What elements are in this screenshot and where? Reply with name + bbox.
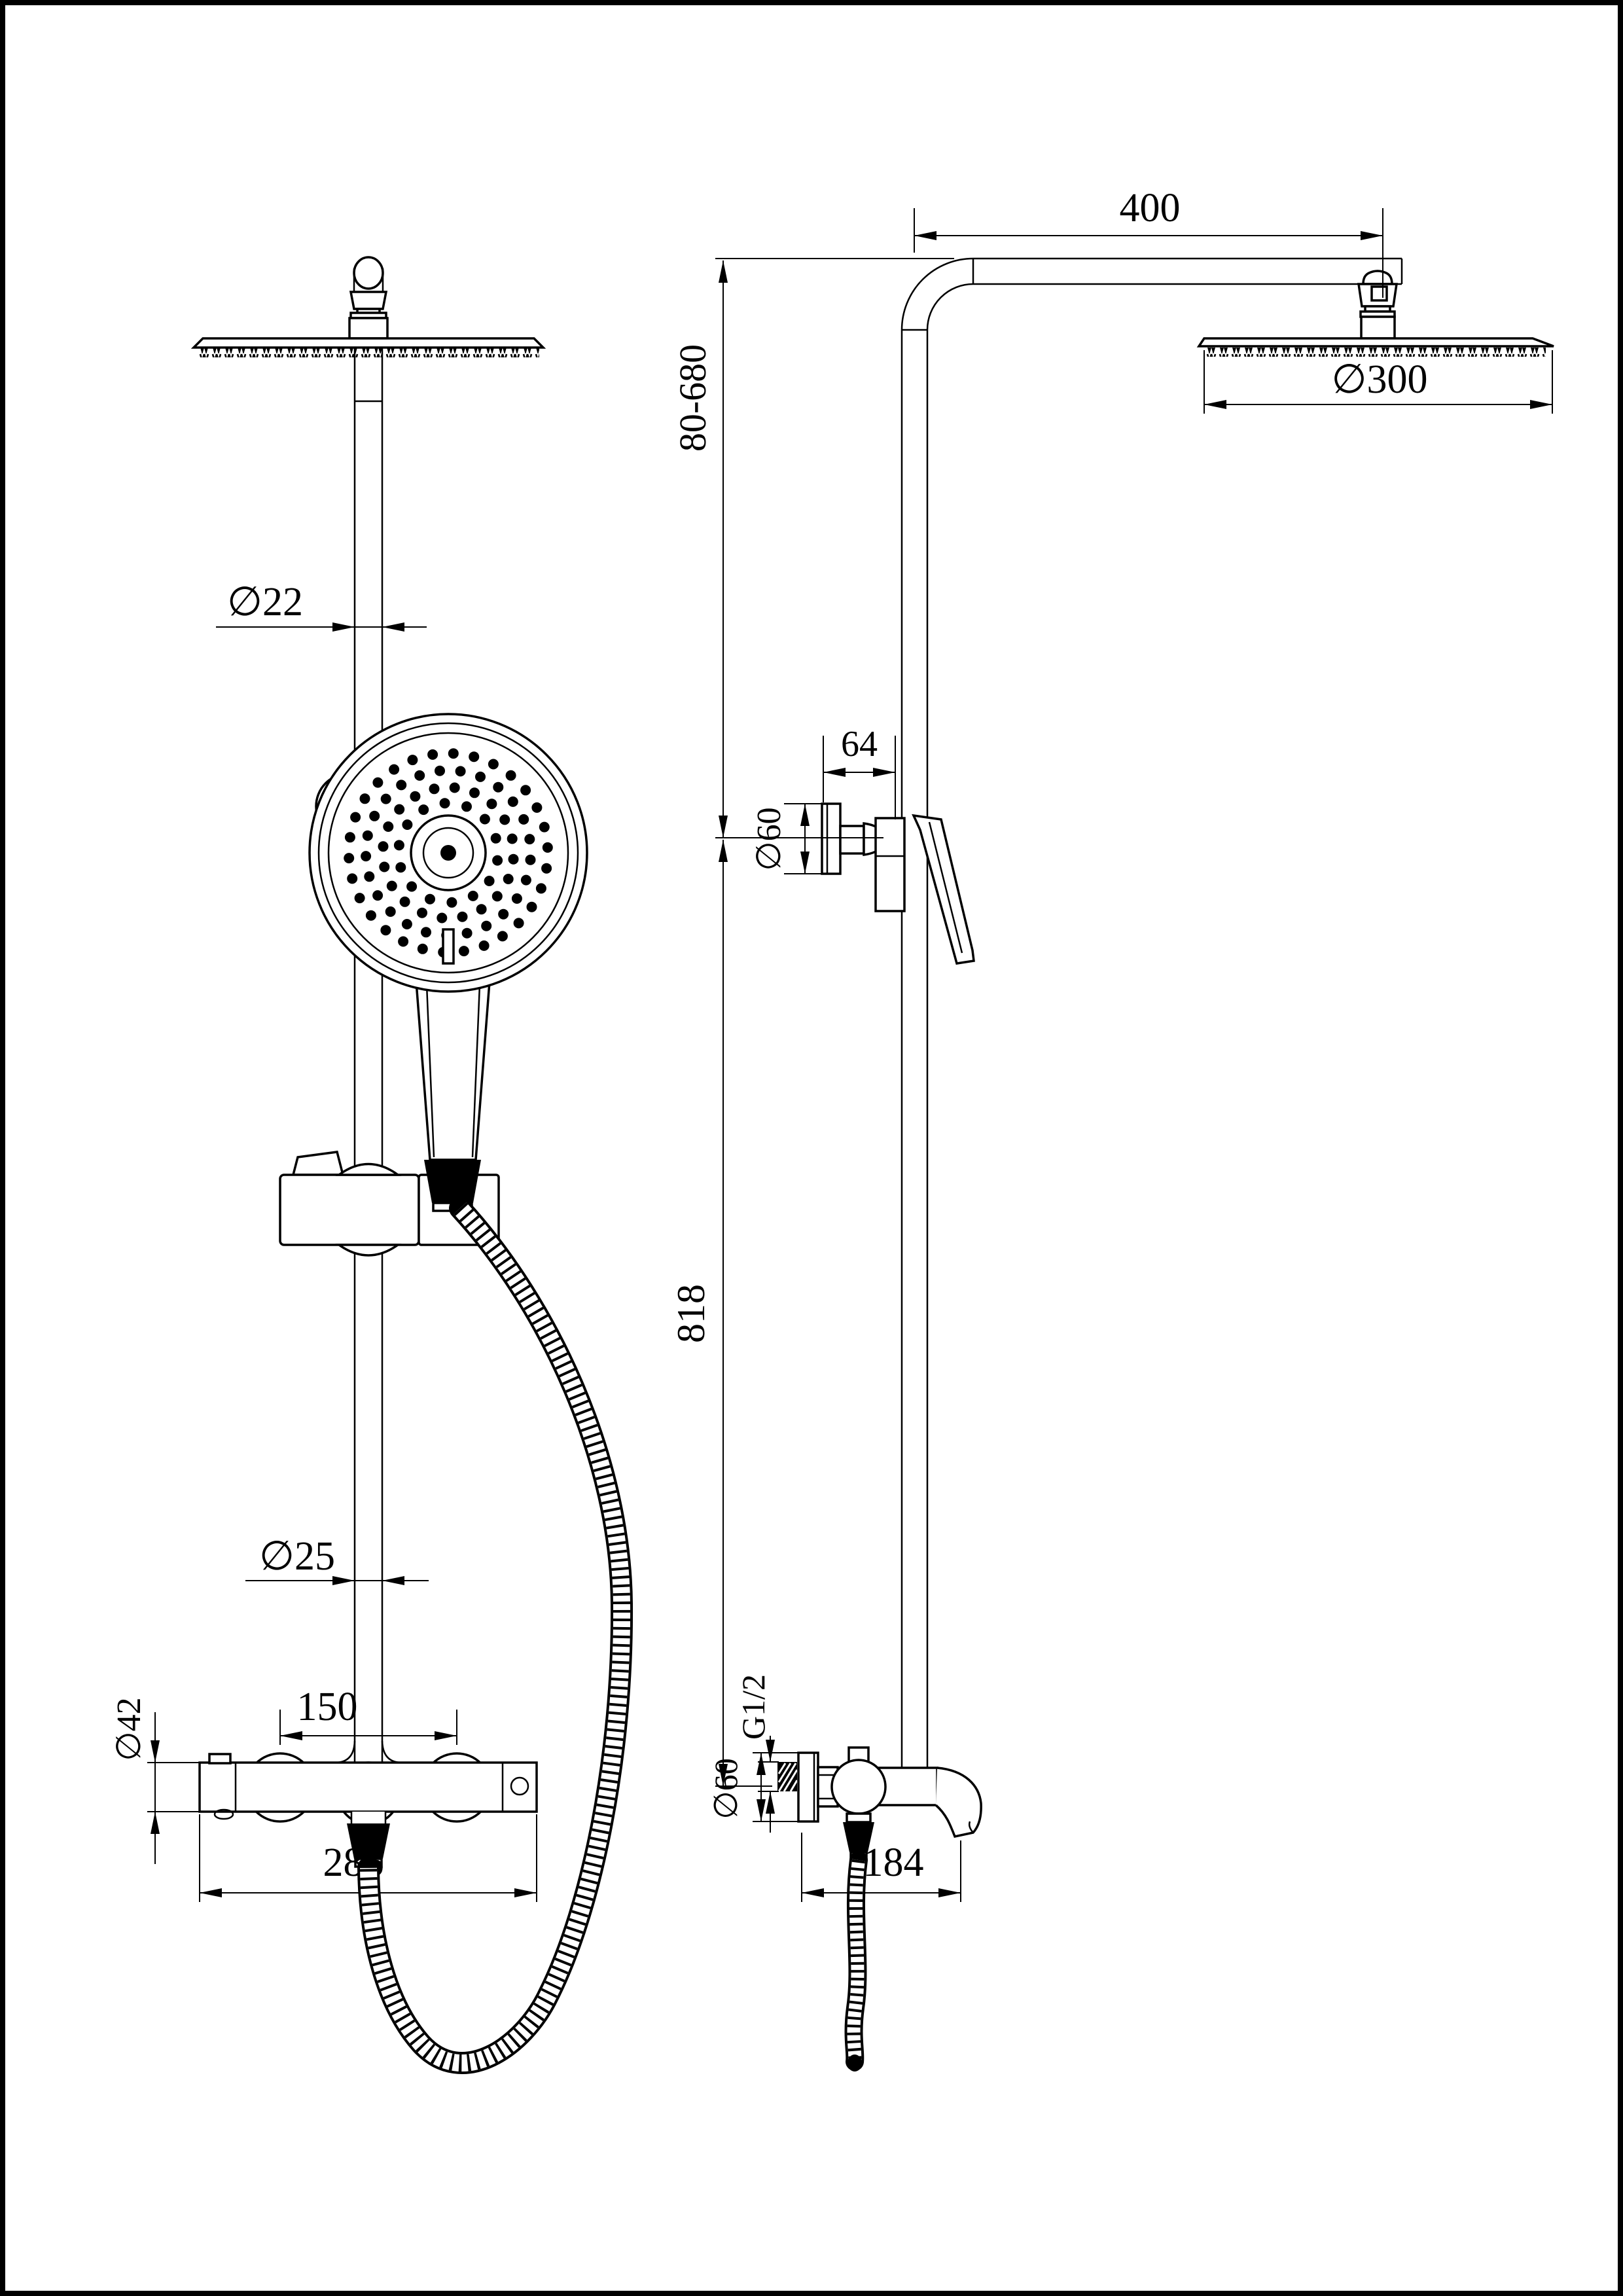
dim-spout-reach (802, 1833, 961, 1902)
dim-valve-body-diameter (111, 1697, 201, 1864)
safety-button (209, 1754, 230, 1763)
dim-label-d22: ∅22 (227, 580, 304, 624)
shower-hose-front (368, 1208, 622, 2063)
ball-joint-front (349, 257, 387, 338)
hose-nut (424, 1160, 481, 1203)
dim-label-184: 184 (863, 1840, 924, 1885)
nozzle-teeth-side (1205, 348, 1546, 357)
dim-riser-upper-diameter (216, 580, 427, 632)
dim-label-d60-holder: ∅60 (751, 807, 788, 871)
handle-side (914, 816, 974, 963)
dim-arm-length (914, 186, 1383, 298)
dim-riser-length (669, 840, 772, 1786)
dim-label-80-680: 80-680 (671, 344, 714, 452)
shower-hose-side (847, 1860, 862, 2072)
pipe-flare (335, 1741, 402, 1763)
dim-label-d300: ∅300 (1331, 357, 1428, 402)
dim-label-400: 400 (1119, 186, 1181, 230)
mode-lever (443, 929, 454, 963)
dim-label-286: 286 (323, 1840, 384, 1885)
dim-label-818: 818 (669, 1284, 713, 1343)
valve-body (200, 1763, 537, 1812)
dim-label-d60-escutcheon: ∅60 (707, 1758, 744, 1820)
wall-inlet (777, 1762, 797, 1791)
spout-side (936, 1768, 981, 1837)
riser-pipe-side (902, 259, 1402, 1768)
escutcheon (798, 1753, 818, 1821)
side-view (777, 259, 1554, 1860)
riser-pipe-front (355, 338, 382, 1764)
hand-shower-head (310, 714, 587, 992)
nozzle-teeth (198, 348, 539, 357)
dim-label-64: 64 (841, 724, 878, 764)
dimensions (111, 186, 1552, 1902)
bend-outer (902, 259, 973, 330)
holder-side (822, 804, 974, 963)
dim-riser-lower-diameter (245, 1534, 429, 1585)
ball-joint-side (1359, 271, 1397, 338)
dim-holder-diameter (751, 804, 822, 874)
dim-label-d42: ∅42 (111, 1697, 148, 1761)
rain-head-side (1199, 338, 1554, 357)
dim-adjust-range (671, 259, 954, 838)
hose-end-cap (847, 2054, 862, 2072)
dim-handle-spacing (280, 1685, 457, 1745)
knob-side (832, 1760, 885, 1814)
dim-label-d25: ∅25 (259, 1534, 336, 1579)
dim-label-g12: G1/2 (735, 1674, 772, 1740)
bend-inner (927, 284, 973, 330)
dim-label-150: 150 (296, 1685, 358, 1729)
front-view (194, 257, 587, 1867)
dim-head-diameter (1204, 350, 1552, 414)
rain-head-front (194, 338, 543, 357)
